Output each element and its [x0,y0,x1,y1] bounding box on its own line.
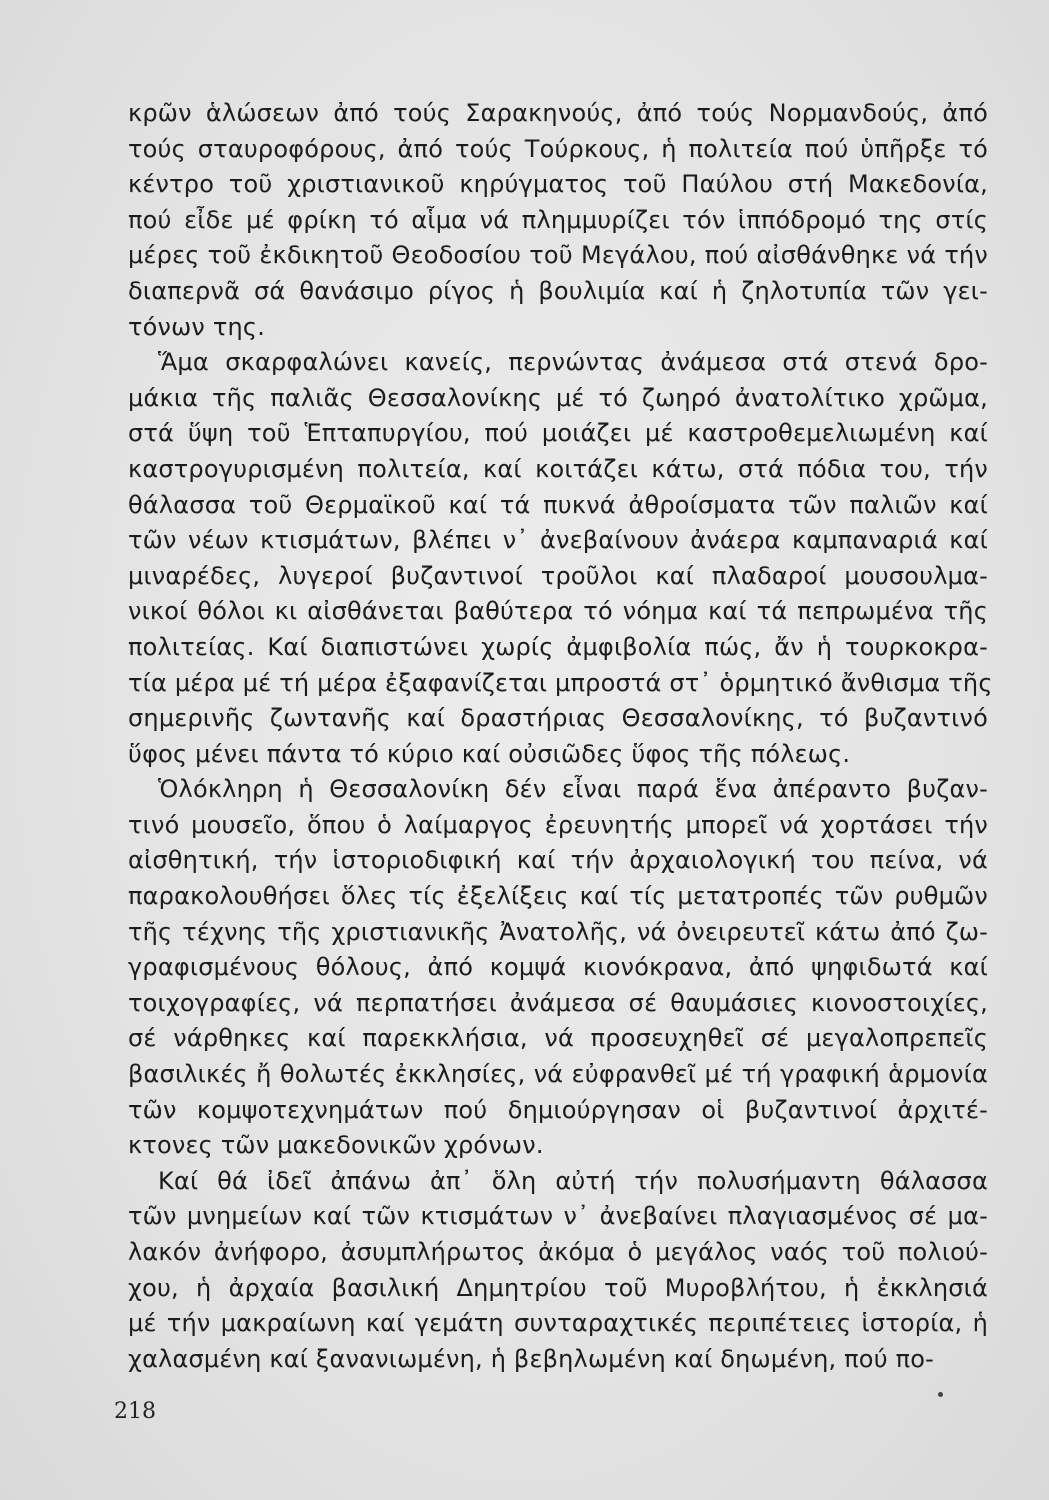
text-line: νικοί θόλοι κι αἰσθάνεται βαθύτερα τό νόημα καί τά πεπρωμένα τῆς [128,597,988,626]
text-line: χου, ἡ ἀρχαία βασιλική Δημητρίου τοῦ Μυροβλήτου, ἡ ἐκκλησιά [128,1273,988,1302]
text-line: αἰσθητική, τήν ἱστοριοδιφική καί τήν ἀρχαιολογική του πείνα, νά [128,846,988,875]
text-line: Ὁλόκληρη ἡ Θεσσαλονίκη δέν εἶναι παρά ἕνα ἀπέραντο βυζαν- [158,775,988,804]
text-line: κτονες τῶν μακεδονικῶν χρόνων. [128,1131,544,1160]
text-line: τῶν κομψοτεχνημάτων πού δημιούργησαν οἱ βυζαντινοί ἀρχιτέ- [128,1095,988,1124]
text-line: τῶν μνημείων καί τῶν κτισμάτων ν᾽ ἀνεβαίνει πλαγιασμένος σέ μα- [128,1202,988,1231]
text-line: καστρογυρισμένη πολιτεία, καί κοιτάζει κάτω, στά πόδια του, τήν [128,454,988,483]
paragraph [128,96,988,345]
text-line: τόνων της. [128,312,266,341]
text-line: τινό μουσεῖο, ὅπου ὁ λαίμαργος ἐρευνητής μπορεῖ νά χορτάσει τήν [128,810,988,839]
text-line: ὕφος μένει πάντα τό κύριο καί οὐσιῶδες ὕφος τῆς πόλεως. [128,739,851,768]
text-line: Ἅμα σκαρφαλώνει κανείς, περνώντας ἀνάμεσα στά στενά δρο- [158,348,988,377]
ink-speck [938,1392,943,1397]
body-text [128,96,993,1377]
paragraph [128,1164,988,1378]
text-line: θάλασσα τοῦ Θερμαϊκοῦ καί τά πυκνά ἀθροίσματα τῶν παλιῶν καί [128,490,988,519]
text-line: στά ὕψη τοῦ Ἑπταπυργίου, πού μοιάζει μέ καστροθεμελιωμένη καί [128,419,988,448]
text-line: μέ τήν μακραίωνη καί γεμάτη συνταραχτικές περιπέτειες ἱστορία, ἡ [128,1309,988,1338]
text-line: μάκια τῆς παλιᾶς Θεσσαλονίκης μέ τό ζωηρό ἀνατολίτικο χρῶμα, [128,383,988,412]
text-line: πολιτείας. Καί διαπιστώνει χωρίς ἀμφιβολία πώς, ἄν ἡ τουρκοκρα- [128,632,988,661]
text-line: χαλασμένη καί ξανανιωμένη, ἡ βεβηλωμένη καί δηωμένη, πού πο- [128,1344,935,1373]
paragraph [128,772,988,1164]
text-line: κέντρο τοῦ χριστιανικοῦ κηρύγματος τοῦ Παύλου στή Μακεδονία, [128,170,988,199]
text-line: βασιλικές ἤ θολωτές ἐκκλησίες, νά εὐφρανθεῖ μέ τή γραφική ἁρμονία [128,1060,988,1089]
text-line: Καί θά ἰδεῖ ἀπάνω ἀπ᾽ ὅλη αὐτή τήν πολυσήμαντη θάλασσα [158,1166,988,1195]
text-line: σημερινῆς ζωντανῆς καί δραστήριας Θεσσαλονίκης, τό βυζαντινό [128,704,988,733]
text-line: γραφισμένους θόλους, ἀπό κομψά κιονόκρανα, ἀπό ψηφιδωτά καί [128,953,988,982]
text-line: τοιχογραφίες, νά περπατήσει ἀνάμεσα σέ θαυμάσιες κιονοστοιχίες, [128,988,988,1017]
text-line: τῶν νέων κτισμάτων, βλέπει ν᾽ ἀνεβαίνουν ἀνάερα καμπαναριά καί [128,526,988,555]
paragraph [128,345,993,772]
text-line: μέρες τοῦ ἐκδικητοῦ Θεοδοσίου τοῦ Μεγάλου, πού αἰσθάνθηκε νά τήν [128,241,988,270]
text-line: διαπερνᾶ σά θανάσιμο ρίγος ἡ βουλιμία καί ἡ ζηλοτυπία τῶν γει- [128,276,988,305]
text-line: τούς σταυροφόρους, ἀπό τούς Τούρκους, ἡ πολιτεία πού ὑπῆρξε τό [128,134,988,163]
text-line: πού εἶδε μέ φρίκη τό αἷμα νά πλημμυρίζει τόν ἱππόδρομό της στίς [128,205,988,234]
text-line: κρῶν ἁλώσεων ἀπό τούς Σαρακηνούς, ἀπό τούς Νορμανδούς, ἀπό [128,99,988,127]
text-line: τία μέρα μέ τή μέρα ἐξαφανίζεται μπροστά στ᾽ ὁρμητικό ἄνθισμα τῆς [128,668,993,697]
text-line: τῆς τέχνης τῆς χριστιανικῆς Ἀνατολῆς, νά ὀνειρευτεῖ κάτω ἀπό ζω- [128,917,988,946]
text-line: λακόν ἀνήφορο, ἀσυμπλήρωτος ἀκόμα ὁ μεγάλος ναός τοῦ πολιού- [128,1238,988,1266]
text-line: μιναρέδες, λυγεροί βυζαντινοί τροῦλοι καί πλαδαροί μουσουλμα- [128,561,988,590]
text-line: παρακολουθήσει ὅλες τίς ἐξελίξεις καί τίς μετατροπές τῶν ρυθμῶν [128,882,988,911]
page-number: 218 [114,1399,156,1424]
text-line: σέ νάρθηκες καί παρεκκλήσια, νά προσευχηθεῖ σέ μεγαλοπρεπεῖς [128,1024,988,1053]
